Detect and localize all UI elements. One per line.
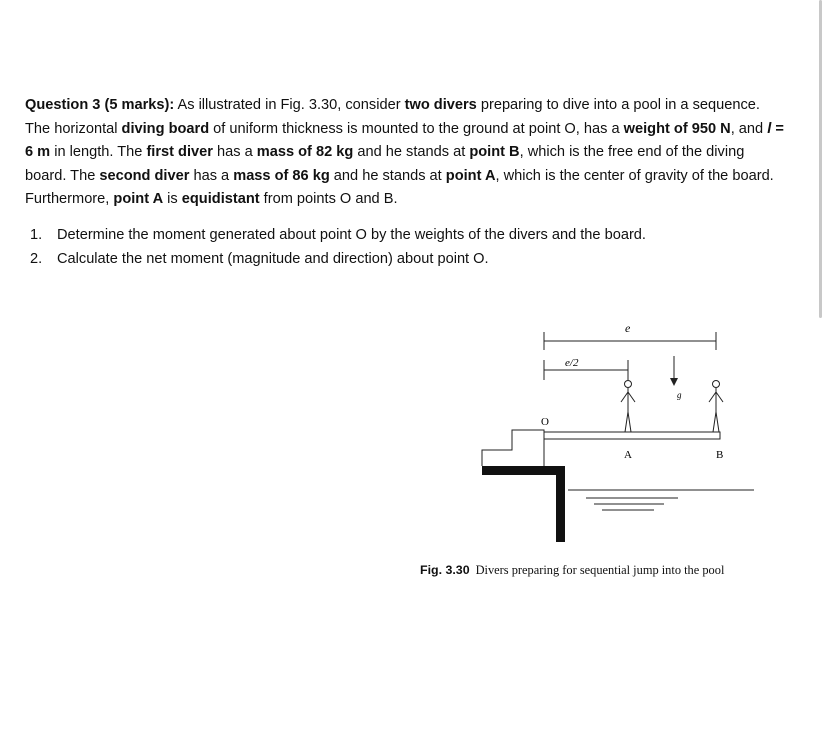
gravity-arrow-icon — [670, 378, 678, 386]
question-text-segment: in length. The — [50, 144, 147, 161]
caption-label: Fig. 3.30 — [420, 563, 470, 577]
label-point-o: O — [541, 416, 549, 428]
list-item — [30, 223, 646, 247]
label-half-length: e/2 — [565, 357, 579, 369]
question-text-segment: has a — [189, 167, 234, 184]
question-text-segment: , which is the center of gravity of the board. Furthermore, — [25, 167, 774, 208]
question-text-segment: weight of 950 N — [623, 120, 731, 137]
figure-caption — [420, 563, 724, 578]
list-text: Calculate the net moment (magnitude and direction) about point O. — [57, 251, 489, 267]
question-text-segment: mass of 82 kg — [256, 144, 354, 161]
question-text-segment: = 6 m — [25, 120, 784, 161]
question-heading: Question 3 (5 marks): — [25, 97, 175, 113]
question-text-segment: point A — [445, 167, 496, 184]
diver-a-icon — [621, 381, 635, 433]
question-text-segment: of uniform thickness is mounted to the ground at point O, has a — [209, 120, 624, 137]
question-text-segment: two divers — [404, 97, 477, 113]
question-text-segment: and he stands at — [329, 167, 446, 184]
caption-text: Divers preparing for sequential jump into the pool — [475, 563, 725, 577]
label-gravity: g — [677, 390, 682, 400]
question-text-segment: equidistant — [181, 191, 260, 208]
question-text-segment: and he stands at — [353, 144, 470, 161]
list-number: 1. — [30, 227, 43, 243]
list-item — [30, 247, 646, 271]
label-point-a: A — [624, 449, 632, 461]
question-text-segment: second diver — [99, 167, 190, 184]
question-text-segment: first diver — [146, 144, 213, 161]
question-text-segment: point B — [469, 144, 520, 161]
stairs-outline — [482, 430, 544, 466]
question-text-segment: , which is the free end of the diving board. The — [25, 144, 745, 184]
label-length: e — [625, 321, 631, 335]
question-text-segment: is — [163, 191, 182, 208]
list-number: 2. — [30, 251, 43, 267]
question-text-segment: diving board — [121, 120, 210, 137]
pool-wall — [556, 466, 565, 542]
list-text: Determine the moment generated about point O by the weights of the divers and the board. — [57, 227, 646, 243]
question-paragraph — [25, 94, 785, 212]
question-block — [25, 94, 785, 212]
scrollbar[interactable] — [819, 0, 822, 318]
task-list — [30, 223, 646, 271]
question-text-segment: As illustrated in Fig. 3.30, consider — [174, 97, 405, 113]
question-text-segment: , and — [730, 120, 768, 137]
figure-svg — [478, 318, 758, 550]
diving-board-figure — [478, 318, 758, 550]
question-text-segment: point A — [113, 191, 164, 208]
question-text-segment: from points O and B. — [259, 191, 398, 208]
question-text-segment: has a — [212, 144, 257, 161]
diving-board — [544, 432, 720, 439]
question-text-segment: mass of 86 kg — [233, 167, 330, 184]
label-point-b: B — [716, 449, 724, 461]
ground-slab — [482, 466, 564, 475]
question-text-segment: preparing to dive into a pool in a sequence. The horizontal — [25, 97, 760, 137]
diver-b-icon — [709, 381, 723, 433]
question-text-segment: l — [767, 120, 772, 137]
